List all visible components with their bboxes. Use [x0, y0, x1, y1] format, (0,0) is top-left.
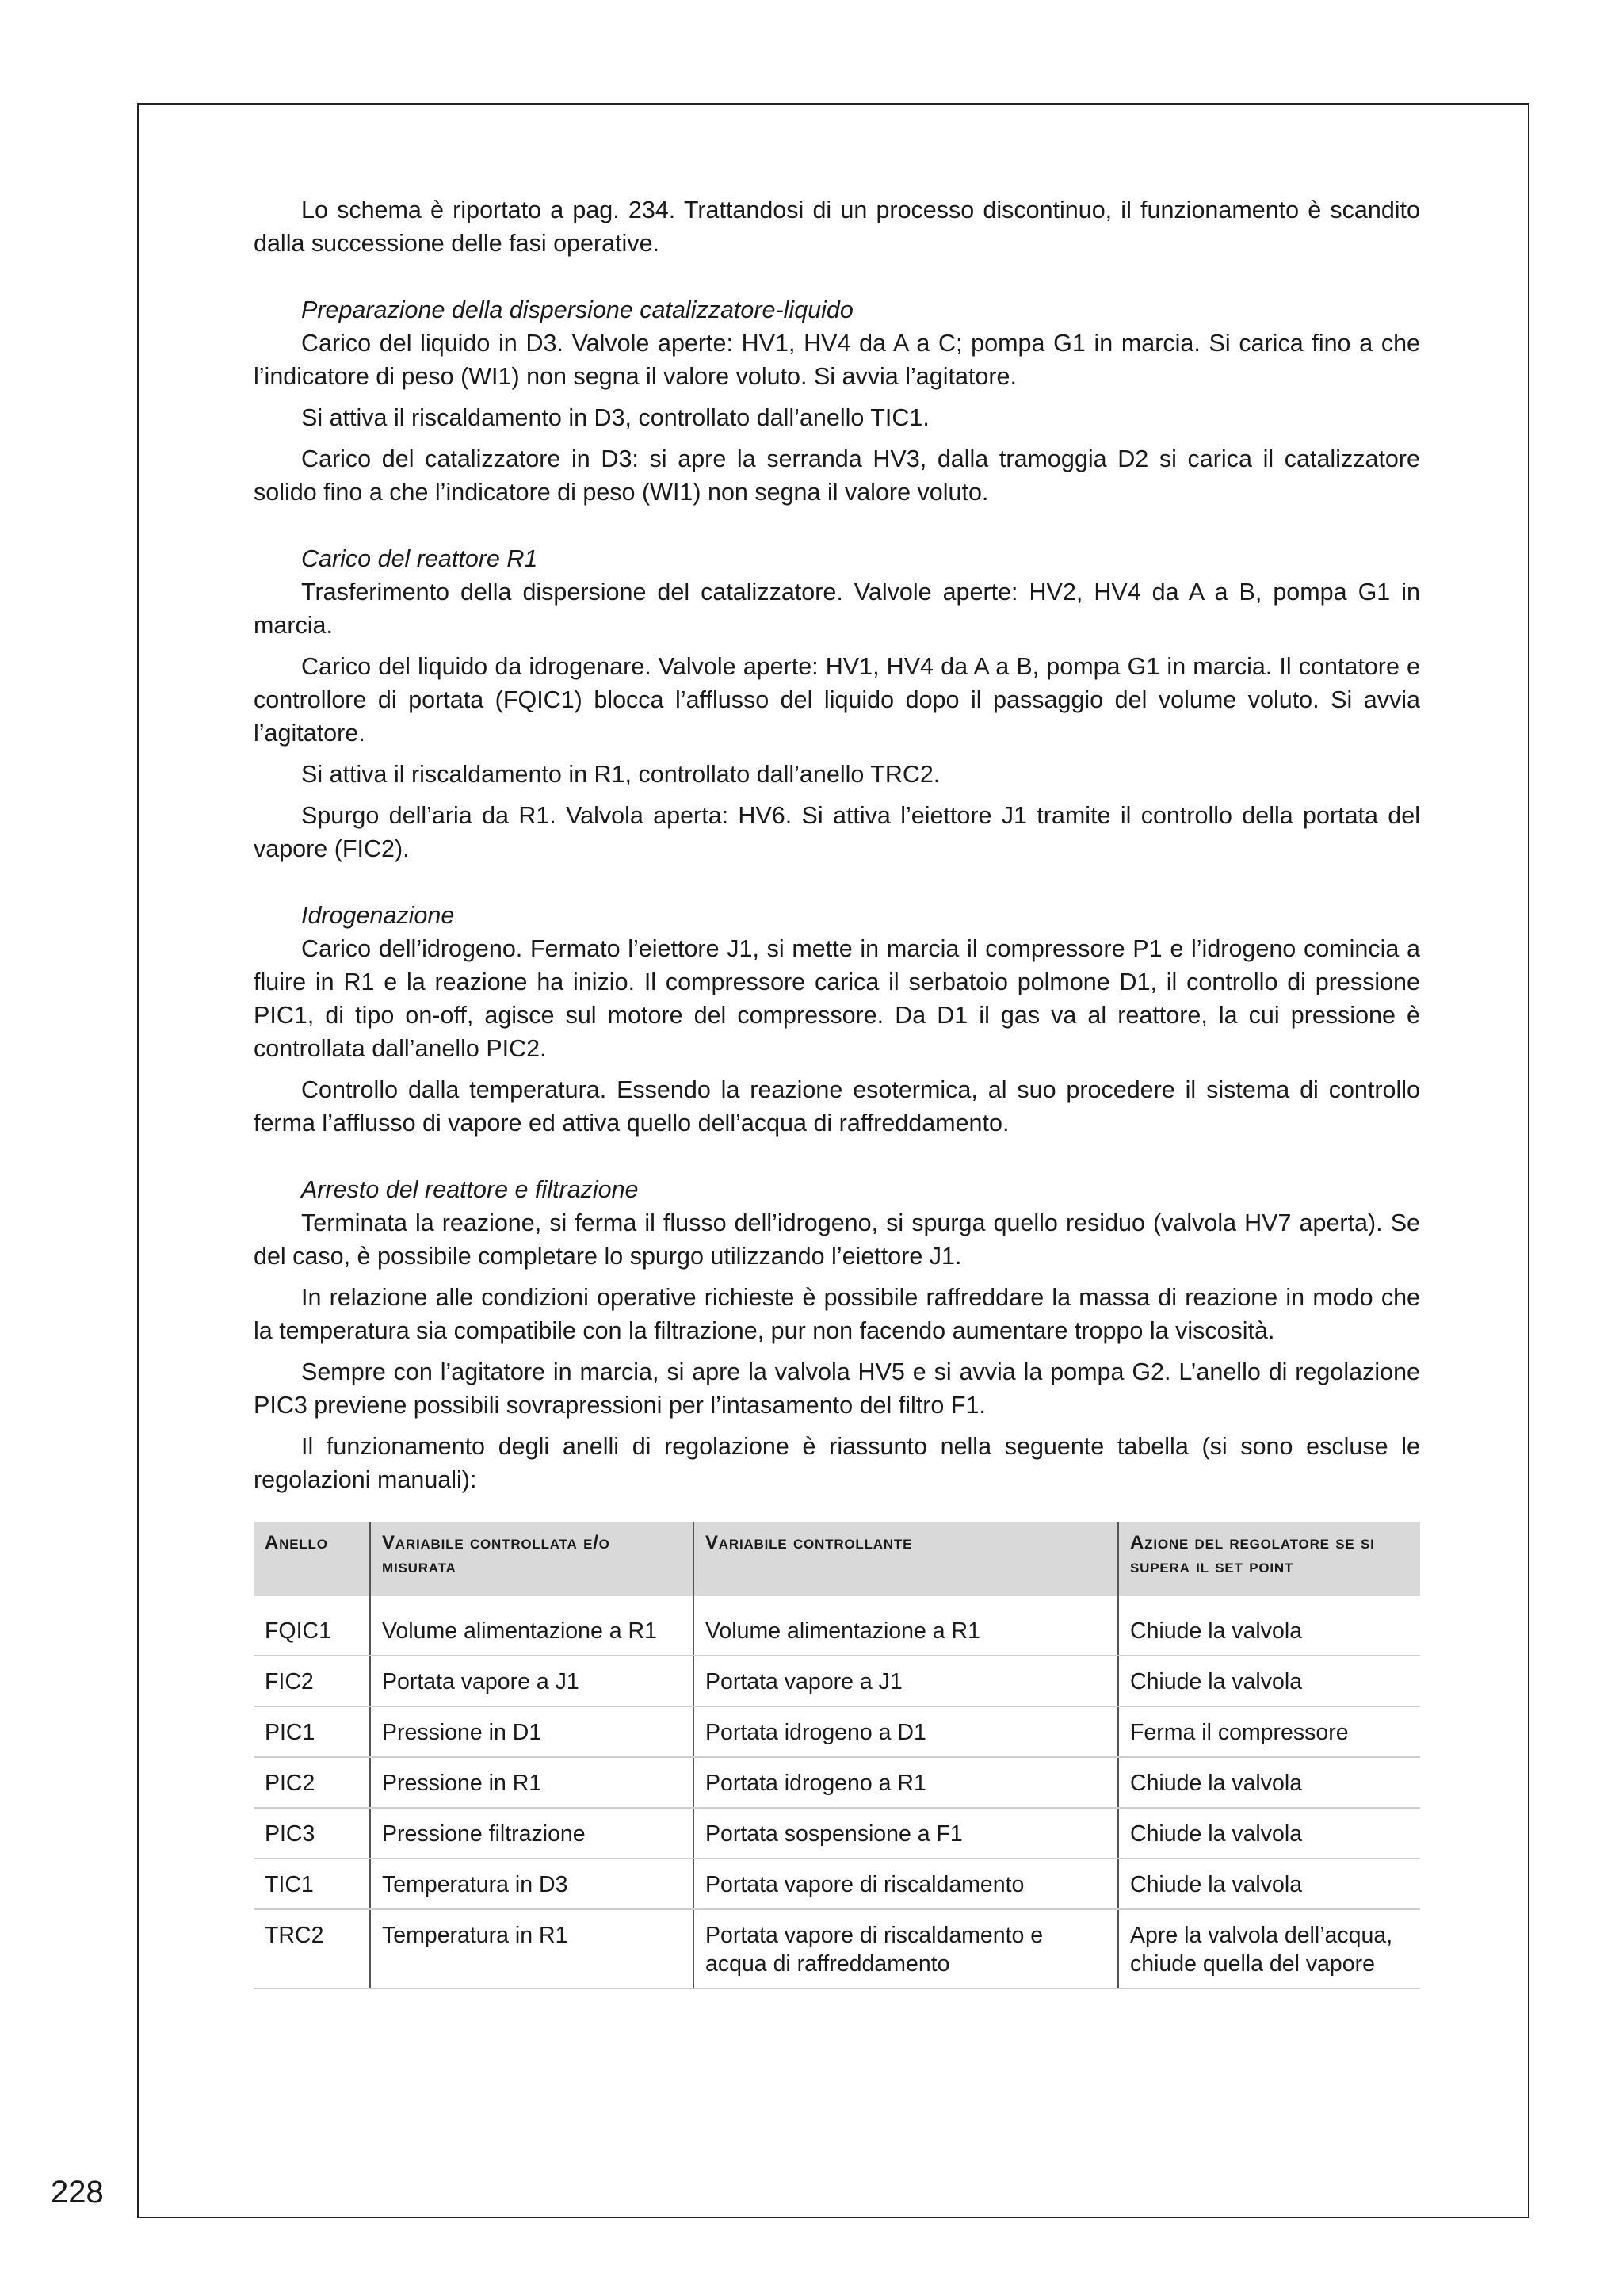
paragraph: Controllo dalla temperatura. Essendo la reazione esotermica, al suo procedere il sistema di controllo ferma l’afflusso di vapore ed attiva quello dell’acqua di raffreddamento.: [254, 1076, 1420, 1137]
section-title: Carico del reattore R1: [301, 545, 538, 572]
paragraph: Carico del liquido in D3. Valvole aperte: HV1, HV4 da A a C; pompa G1 in marcia. Si carica fino a che l’indicatore di peso (WI1) non segna il valore voluto. Si avvia l’agitatore.: [254, 330, 1420, 390]
cell-azione: Chiude la valvola: [1118, 1656, 1420, 1706]
cell-controllante: Portata sospensione a F1: [693, 1808, 1118, 1859]
cell-azione: Chiude la valvola: [1118, 1808, 1420, 1859]
cell-azione: Ferma il compressore: [1118, 1706, 1420, 1757]
header-anello: Anello: [254, 1522, 370, 1596]
cell-controllata: Temperatura in R1: [370, 1909, 693, 1988]
cell-controllata: Pressione filtrazione: [370, 1808, 693, 1859]
header-variabile-controllata: Variabile controllata e/o misurata: [370, 1522, 693, 1596]
paragraph: Il funzionamento degli anelli di regolazione è riassunto nella seguente tabella (si sono escluse le regolazioni manuali):: [254, 1433, 1420, 1493]
table-row: [254, 1757, 1420, 1808]
paragraph: Si attiva il riscaldamento in D3, controllato dall’anello TIC1.: [301, 404, 930, 431]
cell-controllante: Portata idrogeno a R1: [693, 1757, 1118, 1808]
cell-controllata: Pressione in D1: [370, 1706, 693, 1757]
paragraph: In relazione alle condizioni operative richieste è possibile raffreddare la massa di reazione in modo che la temperatura sia compatibile con la filtrazione, pur non facendo aumentare troppo la viscosità.: [254, 1284, 1420, 1344]
cell-azione: Chiude la valvola: [1118, 1859, 1420, 1909]
cell-controllata: Volume alimentazione a R1: [370, 1596, 693, 1656]
paragraph: Terminata la reazione, si ferma il flusso dell’idrogeno, si spurga quello residuo (valvola HV7 aperta). Se del caso, è possibile completare lo spurgo utilizzando l’eiettore J1.: [254, 1209, 1420, 1270]
cell-anello: TRC2: [254, 1909, 370, 1988]
cell-azione: Chiude la valvola: [1118, 1596, 1420, 1656]
cell-controllata: Temperatura in D3: [370, 1859, 693, 1909]
cell-anello: PIC2: [254, 1757, 370, 1808]
paragraph: Carico del catalizzatore in D3: si apre la serranda HV3, dalla tramoggia D2 si carica il catalizzatore solido fino a che l’indicatore di peso (WI1) non segna il valore voluto.: [254, 445, 1420, 506]
cell-controllata: Portata vapore a J1: [370, 1656, 693, 1706]
cell-controllante: Portata vapore di riscaldamento e acqua di raffreddamento: [693, 1909, 1118, 1988]
paragraph: Spurgo dell’aria da R1. Valvola aperta: HV6. Si attiva l’eiettore J1 tramite il controllo della portata del vapore (FIC2).: [254, 802, 1420, 862]
cell-anello: FIC2: [254, 1656, 370, 1706]
table-row: [254, 1909, 1420, 1988]
cell-controllante: Portata idrogeno a D1: [693, 1706, 1118, 1757]
section-title: Arresto del reattore e filtrazione: [301, 1176, 639, 1203]
table-row: [254, 1656, 1420, 1706]
paragraph: Carico del liquido da idrogenare. Valvole aperte: HV1, HV4 da A a B, pompa G1 in marcia. Il contatore e controllore di portata (FQIC1) blocca l’afflusso del liquido dopo il passaggio del volume voluto. Si avvia l’agitatore.: [254, 653, 1420, 747]
paragraph: Sempre con l’agitatore in marcia, si apre la valvola HV5 e si avvia la pompa G2. L’anello di regolazione PIC3 previene possibili sovrapressioni per l’intasamento del filtro F1.: [254, 1358, 1420, 1419]
table-row: [254, 1596, 1420, 1656]
cell-anello: FQIC1: [254, 1596, 370, 1656]
cell-anello: PIC3: [254, 1808, 370, 1859]
cell-controllante: Portata vapore a J1: [693, 1656, 1118, 1706]
paragraph: Carico dell’idrogeno. Fermato l’eiettore J1, si mette in marcia il compressore P1 e l’idrogeno comincia a fluire in R1 e la reazione ha inizio. Il compressore carica il serbatoio polmone D1, il controllo di pressione PIC1, di tipo on-off, agisce sul motore del compressore. Da D1 il gas va al reattore, la cui pressione è controllata dall’anello PIC2.: [254, 935, 1420, 1062]
cell-azione: Chiude la valvola: [1118, 1757, 1420, 1808]
paragraph: Trasferimento della dispersione del catalizzatore. Valvole aperte: HV2, HV4 da A a B, pompa G1 in marcia.: [254, 579, 1420, 639]
control-loops-table: [254, 1522, 1420, 1989]
section-title: Preparazione della dispersione catalizzatore-liquido: [301, 296, 854, 323]
header-azione-regolatore: Azione del regolatore se si supera il set point: [1118, 1522, 1420, 1596]
cell-azione: Apre la valvola dell’acqua, chiude quella del vapore: [1118, 1909, 1420, 1988]
cell-anello: PIC1: [254, 1706, 370, 1757]
header-variabile-controllante: Variabile controllante: [693, 1522, 1118, 1596]
table-header-row: [254, 1522, 1420, 1596]
paragraph: Si attiva il riscaldamento in R1, controllato dall’anello TRC2.: [301, 761, 941, 788]
section-title: Idrogenazione: [301, 902, 455, 929]
table-row: [254, 1808, 1420, 1859]
page-number: 228: [51, 2175, 104, 2210]
table-row: [254, 1706, 1420, 1757]
intro-paragraph: Lo schema è riportato a pag. 234. Trattandosi di un processo discontinuo, il funzionamento è scandito dalla successione delle fasi operative.: [254, 197, 1420, 257]
cell-controllante: Volume alimentazione a R1: [693, 1596, 1118, 1656]
table-row: [254, 1859, 1420, 1909]
cell-anello: TIC1: [254, 1859, 370, 1909]
cell-controllata: Pressione in R1: [370, 1757, 693, 1808]
page-content: [254, 193, 1420, 1989]
cell-controllante: Portata vapore di riscaldamento: [693, 1859, 1118, 1909]
